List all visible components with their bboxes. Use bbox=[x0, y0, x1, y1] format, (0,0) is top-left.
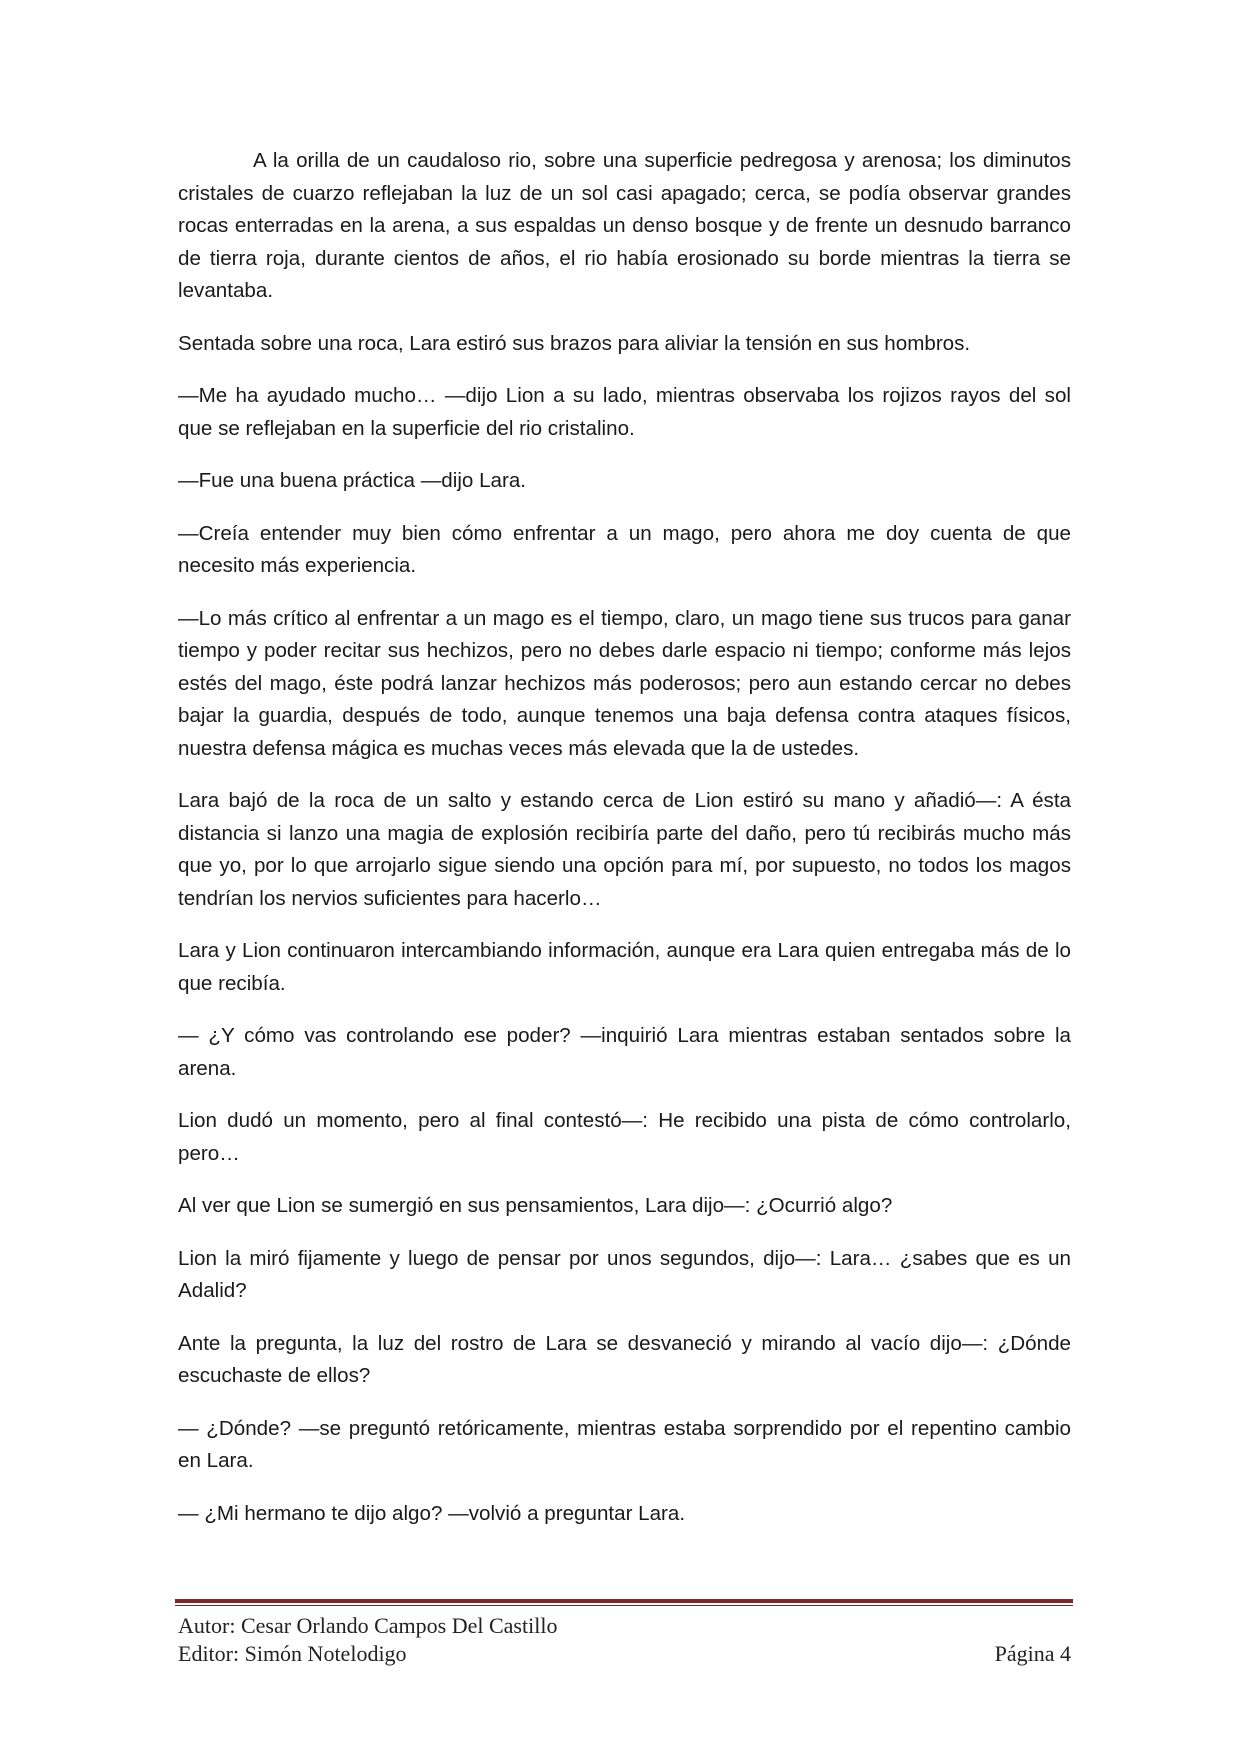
paragraph-10: Lion dudó un momento, pero al final contestó—: He recibido una pista de cómo controlarlo, pero… bbox=[178, 1109, 1071, 1165]
page-footer bbox=[178, 1612, 1071, 1668]
footer-divider-thick bbox=[175, 1599, 1073, 1603]
page-number: Página 4 bbox=[994, 1641, 1071, 1666]
paragraph-12: Lion la miró fijamente y luego de pensar por unos segundos, dijo—: Lara… ¿sabes que es un Adalid? bbox=[178, 1246, 1071, 1302]
footer-author: Autor: Cesar Orlando Campos Del Castillo bbox=[178, 1613, 558, 1638]
paragraph-5: —Creía entender muy bien cómo enfrentar a un mago, pero ahora me doy cuenta de que necesito más experiencia. bbox=[178, 521, 1071, 577]
paragraph-14: — ¿Dónde? —se preguntó retóricamente, mientras estaba sorprendido por el repentino cambio en Lara. bbox=[178, 1416, 1071, 1472]
paragraph-2: Sentada sobre una roca, Lara estiró sus brazos para aliviar la tensión en sus hombros. bbox=[178, 331, 971, 355]
page-body bbox=[178, 145, 1071, 1550]
paragraph-1: A la orilla de un caudaloso rio, sobre una superficie pedregosa y arenosa; los diminutos cristales de cuarzo reflejaban la luz de un sol casi apagado; cerca, se podía observar grandes rocas enterradas en la arena, a sus espaldas un denso bosque y de frente un desnudo barranco de tierra roja, durante cientos de años, el rio había erosionado su borde mientras la tierra se levantaba. bbox=[178, 149, 1071, 302]
footer-divider bbox=[175, 1599, 1073, 1606]
paragraph-9: — ¿Y cómo vas controlando ese poder? —inquirió Lara mientras estaban sentados sobre la arena. bbox=[178, 1024, 1071, 1080]
footer-row-author bbox=[178, 1612, 1071, 1640]
paragraph-8: Lara y Lion continuaron intercambiando información, aunque era Lara quien entregaba más de lo que recibía. bbox=[178, 939, 1071, 995]
paragraph-3: —Me ha ayudado mucho… —dijo Lion a su lado, mientras observaba los rojizos rayos del sol que se reflejaban en la superficie del rio cristalino. bbox=[178, 384, 1071, 440]
paragraph-6: —Lo más crítico al enfrentar a un mago es el tiempo, claro, un mago tiene sus trucos para ganar tiempo y poder recitar sus hechizos, pero no debes darle espacio ni tiempo; conforme más lejos estés del mago, éste podrá lanzar hechizos más poderosos; pero aun estando cercar no debes bajar la guardia, después de todo, aunque tenemos una baja defensa contra ataques físicos, nuestra defensa mágica es muchas veces más elevada que la de ustedes. bbox=[178, 606, 1071, 760]
paragraph-13: Ante la pregunta, la luz del rostro de Lara se desvaneció y mirando al vacío dijo—: ¿Dónde escuchaste de ellos? bbox=[178, 1331, 1071, 1387]
footer-editor: Editor: Simón Notelodigo bbox=[178, 1641, 407, 1666]
paragraph-7: Lara bajó de la roca de un salto y estando cerca de Lion estiró su mano y añadió—: A ésta distancia si lanzo una magia de explosión recibiría parte del daño, pero tú recibirás mucho más que yo, por lo que arrojarlo sigue siendo una opción para mí, por supuesto, no todos los magos tendrían los nervios suficientes para hacerlo… bbox=[178, 789, 1071, 910]
footer-divider-thin bbox=[175, 1605, 1073, 1606]
paragraph-4: —Fue una buena práctica —dijo Lara. bbox=[178, 469, 527, 492]
footer-row-editor bbox=[178, 1640, 1071, 1668]
paragraph-15: — ¿Mi hermano te dijo algo? —volvió a preguntar Lara. bbox=[178, 1501, 686, 1525]
paragraph-11: Al ver que Lion se sumergió en sus pensamientos, Lara dijo—: ¿Ocurrió algo? bbox=[178, 1194, 893, 1217]
